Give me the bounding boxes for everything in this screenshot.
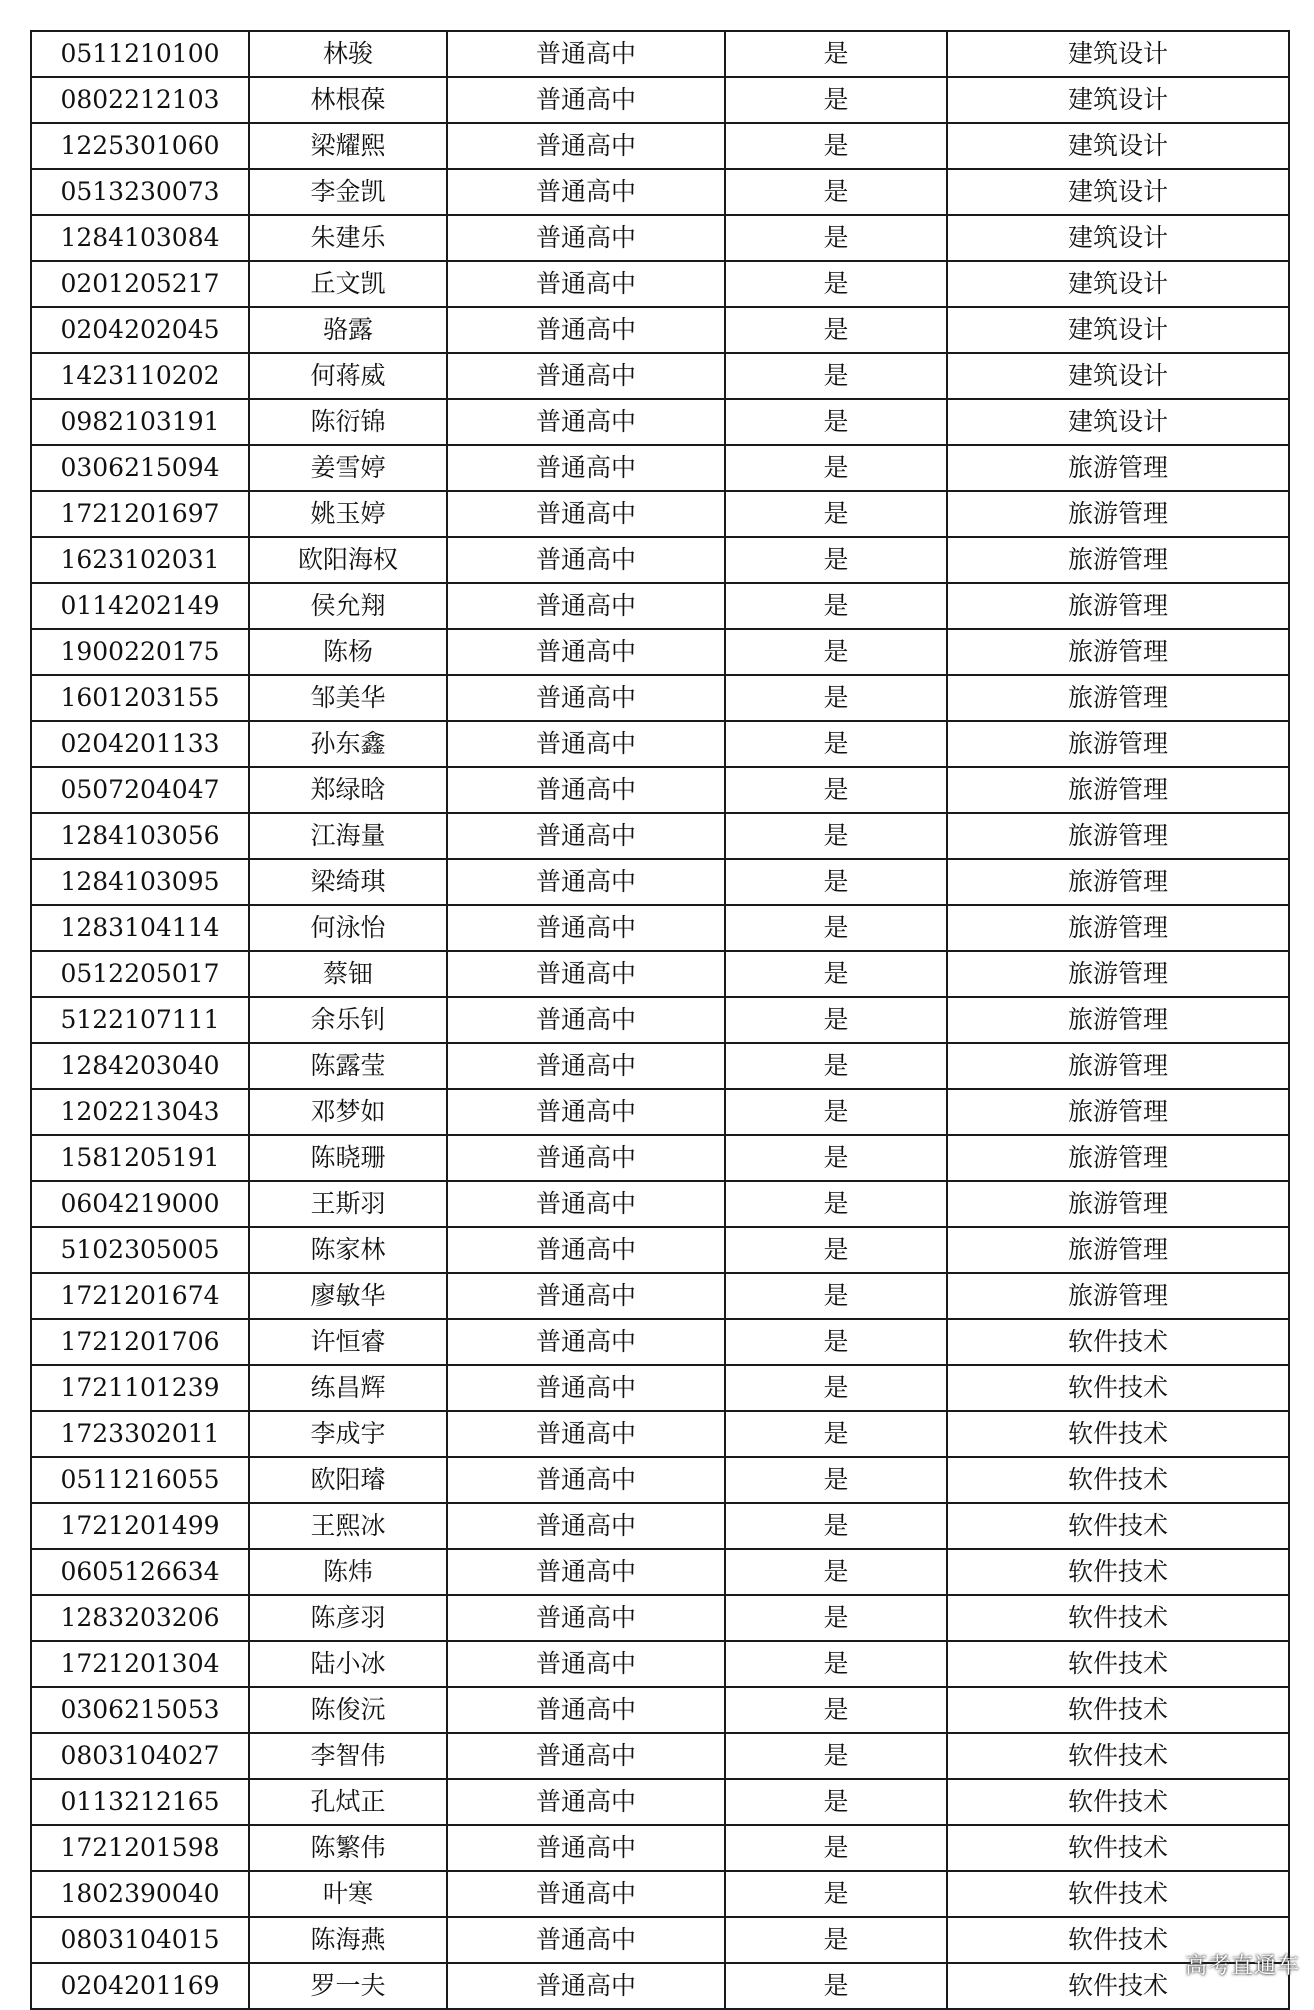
major-cell: 软件技术 [947, 1365, 1289, 1411]
school-type-cell: 普通高中 [447, 77, 725, 123]
candidate-id-cell: 1623102031 [31, 537, 249, 583]
candidate-id-cell: 0201205217 [31, 261, 249, 307]
major-cell: 旅游管理 [947, 721, 1289, 767]
school-type-cell: 普通高中 [447, 997, 725, 1043]
roster-body [31, 31, 1289, 2009]
student-name-cell: 姚玉婷 [249, 491, 447, 537]
confirmed-cell: 是 [725, 31, 947, 77]
table-row [31, 215, 1289, 261]
candidate-id-cell: 1900220175 [31, 629, 249, 675]
school-type-cell: 普通高中 [447, 491, 725, 537]
major-cell: 软件技术 [947, 1825, 1289, 1871]
school-type-cell: 普通高中 [447, 215, 725, 261]
school-type-cell: 普通高中 [447, 1089, 725, 1135]
major-cell: 旅游管理 [947, 1227, 1289, 1273]
candidate-id-cell: 5122107111 [31, 997, 249, 1043]
table-row [31, 1779, 1289, 1825]
school-type-cell: 普通高中 [447, 1043, 725, 1089]
candidate-id-cell: 0306215053 [31, 1687, 249, 1733]
table-row [31, 951, 1289, 997]
confirmed-cell: 是 [725, 1365, 947, 1411]
student-name-cell: 陈彦羽 [249, 1595, 447, 1641]
major-cell: 软件技术 [947, 1963, 1289, 2009]
school-type-cell: 普通高中 [447, 1549, 725, 1595]
school-type-cell: 普通高中 [447, 1733, 725, 1779]
confirmed-cell: 是 [725, 997, 947, 1043]
candidate-id-cell: 1601203155 [31, 675, 249, 721]
confirmed-cell: 是 [725, 1503, 947, 1549]
candidate-id-cell: 0513230073 [31, 169, 249, 215]
student-name-cell: 陆小冰 [249, 1641, 447, 1687]
candidate-id-cell: 0511210100 [31, 31, 249, 77]
student-name-cell: 林根葆 [249, 77, 447, 123]
table-row [31, 1181, 1289, 1227]
table-row [31, 859, 1289, 905]
confirmed-cell: 是 [725, 905, 947, 951]
school-type-cell: 普通高中 [447, 859, 725, 905]
candidate-id-cell: 1721201706 [31, 1319, 249, 1365]
confirmed-cell: 是 [725, 1963, 947, 2009]
student-name-cell: 江海量 [249, 813, 447, 859]
student-name-cell: 梁绮琪 [249, 859, 447, 905]
student-name-cell: 孔烒正 [249, 1779, 447, 1825]
student-name-cell: 梁耀熙 [249, 123, 447, 169]
student-name-cell: 何泳怡 [249, 905, 447, 951]
school-type-cell: 普通高中 [447, 261, 725, 307]
table-row [31, 1687, 1289, 1733]
major-cell: 软件技术 [947, 1595, 1289, 1641]
table-row [31, 491, 1289, 537]
school-type-cell: 普通高中 [447, 1181, 725, 1227]
student-name-cell: 李成宇 [249, 1411, 447, 1457]
table-row [31, 675, 1289, 721]
table-row [31, 1917, 1289, 1963]
confirmed-cell: 是 [725, 537, 947, 583]
candidate-id-cell: 1284203040 [31, 1043, 249, 1089]
school-type-cell: 普通高中 [447, 905, 725, 951]
candidate-id-cell: 1581205191 [31, 1135, 249, 1181]
confirmed-cell: 是 [725, 1273, 947, 1319]
school-type-cell: 普通高中 [447, 1503, 725, 1549]
confirmed-cell: 是 [725, 353, 947, 399]
school-type-cell: 普通高中 [447, 1871, 725, 1917]
table-row [31, 1365, 1289, 1411]
student-name-cell: 罗一夫 [249, 1963, 447, 2009]
student-name-cell: 邹美华 [249, 675, 447, 721]
table-row [31, 1411, 1289, 1457]
student-name-cell: 陈炜 [249, 1549, 447, 1595]
major-cell: 旅游管理 [947, 629, 1289, 675]
candidate-id-cell: 5102305005 [31, 1227, 249, 1273]
table-row [31, 1227, 1289, 1273]
school-type-cell: 普通高中 [447, 721, 725, 767]
candidate-id-cell: 0511216055 [31, 1457, 249, 1503]
major-cell: 建筑设计 [947, 353, 1289, 399]
student-name-cell: 邓梦如 [249, 1089, 447, 1135]
confirmed-cell: 是 [725, 1687, 947, 1733]
candidate-id-cell: 0306215094 [31, 445, 249, 491]
table-row [31, 445, 1289, 491]
table-row [31, 1825, 1289, 1871]
major-cell: 软件技术 [947, 1871, 1289, 1917]
table-row [31, 1273, 1289, 1319]
major-cell: 软件技术 [947, 1411, 1289, 1457]
table-row [31, 353, 1289, 399]
candidate-id-cell: 1721201598 [31, 1825, 249, 1871]
candidate-id-cell: 1721201499 [31, 1503, 249, 1549]
candidate-id-cell: 1721201697 [31, 491, 249, 537]
candidate-id-cell: 0605126634 [31, 1549, 249, 1595]
school-type-cell: 普通高中 [447, 31, 725, 77]
confirmed-cell: 是 [725, 1457, 947, 1503]
candidate-id-cell: 0204201133 [31, 721, 249, 767]
confirmed-cell: 是 [725, 169, 947, 215]
confirmed-cell: 是 [725, 1181, 947, 1227]
student-name-cell: 侯允翔 [249, 583, 447, 629]
student-name-cell: 叶寒 [249, 1871, 447, 1917]
major-cell: 建筑设计 [947, 123, 1289, 169]
major-cell: 旅游管理 [947, 1089, 1289, 1135]
school-type-cell: 普通高中 [447, 353, 725, 399]
candidate-id-cell: 0803104015 [31, 1917, 249, 1963]
major-cell: 软件技术 [947, 1457, 1289, 1503]
student-name-cell: 陈繁伟 [249, 1825, 447, 1871]
major-cell: 旅游管理 [947, 997, 1289, 1043]
major-cell: 旅游管理 [947, 767, 1289, 813]
school-type-cell: 普通高中 [447, 1319, 725, 1365]
student-name-cell: 林骏 [249, 31, 447, 77]
table-row [31, 31, 1289, 77]
student-name-cell: 余乐钊 [249, 997, 447, 1043]
candidate-id-cell: 1283104114 [31, 905, 249, 951]
candidate-id-cell: 0982103191 [31, 399, 249, 445]
school-type-cell: 普通高中 [447, 537, 725, 583]
confirmed-cell: 是 [725, 1319, 947, 1365]
table-row [31, 1963, 1289, 2009]
major-cell: 建筑设计 [947, 215, 1289, 261]
major-cell: 建筑设计 [947, 77, 1289, 123]
candidate-id-cell: 1284103056 [31, 813, 249, 859]
student-name-cell: 丘文凯 [249, 261, 447, 307]
confirmed-cell: 是 [725, 1549, 947, 1595]
school-type-cell: 普通高中 [447, 1687, 725, 1733]
confirmed-cell: 是 [725, 1779, 947, 1825]
major-cell: 软件技术 [947, 1779, 1289, 1825]
school-type-cell: 普通高中 [447, 445, 725, 491]
major-cell: 建筑设计 [947, 307, 1289, 353]
table-row [31, 905, 1289, 951]
school-type-cell: 普通高中 [447, 1595, 725, 1641]
confirmed-cell: 是 [725, 721, 947, 767]
school-type-cell: 普通高中 [447, 951, 725, 997]
confirmed-cell: 是 [725, 675, 947, 721]
major-cell: 软件技术 [947, 1549, 1289, 1595]
student-name-cell: 陈晓珊 [249, 1135, 447, 1181]
table-row [31, 629, 1289, 675]
candidate-id-cell: 1202213043 [31, 1089, 249, 1135]
confirmed-cell: 是 [725, 629, 947, 675]
major-cell: 旅游管理 [947, 1181, 1289, 1227]
admission-roster-table [30, 30, 1290, 2010]
confirmed-cell: 是 [725, 491, 947, 537]
candidate-id-cell: 0113212165 [31, 1779, 249, 1825]
candidate-id-cell: 0512205017 [31, 951, 249, 997]
candidate-id-cell: 1283203206 [31, 1595, 249, 1641]
table-row [31, 1043, 1289, 1089]
major-cell: 软件技术 [947, 1503, 1289, 1549]
major-cell: 软件技术 [947, 1319, 1289, 1365]
school-type-cell: 普通高中 [447, 1411, 725, 1457]
table-row [31, 767, 1289, 813]
table-row [31, 169, 1289, 215]
student-name-cell: 许恒睿 [249, 1319, 447, 1365]
school-type-cell: 普通高中 [447, 675, 725, 721]
student-name-cell: 李智伟 [249, 1733, 447, 1779]
table-row [31, 1595, 1289, 1641]
major-cell: 软件技术 [947, 1733, 1289, 1779]
confirmed-cell: 是 [725, 77, 947, 123]
school-type-cell: 普通高中 [447, 1779, 725, 1825]
school-type-cell: 普通高中 [447, 1365, 725, 1411]
candidate-id-cell: 0507204047 [31, 767, 249, 813]
confirmed-cell: 是 [725, 1227, 947, 1273]
table-row [31, 399, 1289, 445]
table-row [31, 1641, 1289, 1687]
confirmed-cell: 是 [725, 215, 947, 261]
confirmed-cell: 是 [725, 1595, 947, 1641]
student-name-cell: 陈俊沅 [249, 1687, 447, 1733]
student-name-cell: 王熙冰 [249, 1503, 447, 1549]
school-type-cell: 普通高中 [447, 1273, 725, 1319]
school-type-cell: 普通高中 [447, 813, 725, 859]
table-row [31, 1549, 1289, 1595]
candidate-id-cell: 0803104027 [31, 1733, 249, 1779]
major-cell: 旅游管理 [947, 905, 1289, 951]
major-cell: 旅游管理 [947, 445, 1289, 491]
confirmed-cell: 是 [725, 1641, 947, 1687]
major-cell: 旅游管理 [947, 1135, 1289, 1181]
student-name-cell: 骆露 [249, 307, 447, 353]
student-name-cell: 陈杨 [249, 629, 447, 675]
student-name-cell: 廖敏华 [249, 1273, 447, 1319]
table-row [31, 1089, 1289, 1135]
table-row [31, 1457, 1289, 1503]
table-row [31, 1733, 1289, 1779]
candidate-id-cell: 0204202045 [31, 307, 249, 353]
student-name-cell: 练昌辉 [249, 1365, 447, 1411]
school-type-cell: 普通高中 [447, 1825, 725, 1871]
major-cell: 旅游管理 [947, 583, 1289, 629]
candidate-id-cell: 1721201304 [31, 1641, 249, 1687]
table-row [31, 1871, 1289, 1917]
school-type-cell: 普通高中 [447, 767, 725, 813]
confirmed-cell: 是 [725, 767, 947, 813]
school-type-cell: 普通高中 [447, 1917, 725, 1963]
confirmed-cell: 是 [725, 1825, 947, 1871]
confirmed-cell: 是 [725, 445, 947, 491]
watermark-text: 高考直通车 [1184, 1954, 1300, 1979]
confirmed-cell: 是 [725, 813, 947, 859]
confirmed-cell: 是 [725, 1733, 947, 1779]
school-type-cell: 普通高中 [447, 1641, 725, 1687]
table-row [31, 1319, 1289, 1365]
table-row [31, 1135, 1289, 1181]
table-row [31, 721, 1289, 767]
confirmed-cell: 是 [725, 951, 947, 997]
major-cell: 软件技术 [947, 1687, 1289, 1733]
student-name-cell: 陈衍锦 [249, 399, 447, 445]
candidate-id-cell: 0114202149 [31, 583, 249, 629]
major-cell: 旅游管理 [947, 813, 1289, 859]
school-type-cell: 普通高中 [447, 399, 725, 445]
student-name-cell: 姜雪婷 [249, 445, 447, 491]
school-type-cell: 普通高中 [447, 1457, 725, 1503]
major-cell: 旅游管理 [947, 491, 1289, 537]
confirmed-cell: 是 [725, 859, 947, 905]
confirmed-cell: 是 [725, 307, 947, 353]
major-cell: 软件技术 [947, 1641, 1289, 1687]
major-cell: 软件技术 [947, 1917, 1289, 1963]
school-type-cell: 普通高中 [447, 1135, 725, 1181]
student-name-cell: 蔡钿 [249, 951, 447, 997]
student-name-cell: 王斯羽 [249, 1181, 447, 1227]
student-name-cell: 郑绿晗 [249, 767, 447, 813]
confirmed-cell: 是 [725, 1871, 947, 1917]
candidate-id-cell: 1284103084 [31, 215, 249, 261]
table-row [31, 123, 1289, 169]
candidate-id-cell: 1802390040 [31, 1871, 249, 1917]
table-row [31, 537, 1289, 583]
confirmed-cell: 是 [725, 1917, 947, 1963]
student-name-cell: 欧阳璿 [249, 1457, 447, 1503]
major-cell: 旅游管理 [947, 1273, 1289, 1319]
table-row [31, 997, 1289, 1043]
table-row [31, 261, 1289, 307]
candidate-id-cell: 1284103095 [31, 859, 249, 905]
candidate-id-cell: 1721101239 [31, 1365, 249, 1411]
student-name-cell: 陈海燕 [249, 1917, 447, 1963]
candidate-id-cell: 0204201169 [31, 1963, 249, 2009]
candidate-id-cell: 0802212103 [31, 77, 249, 123]
table-row [31, 583, 1289, 629]
student-name-cell: 陈家林 [249, 1227, 447, 1273]
school-type-cell: 普通高中 [447, 123, 725, 169]
major-cell: 建筑设计 [947, 261, 1289, 307]
student-name-cell: 孙东鑫 [249, 721, 447, 767]
table-row [31, 307, 1289, 353]
candidate-id-cell: 1225301060 [31, 123, 249, 169]
school-type-cell: 普通高中 [447, 307, 725, 353]
candidate-id-cell: 1721201674 [31, 1273, 249, 1319]
school-type-cell: 普通高中 [447, 629, 725, 675]
major-cell: 建筑设计 [947, 169, 1289, 215]
major-cell: 建筑设计 [947, 31, 1289, 77]
major-cell: 建筑设计 [947, 399, 1289, 445]
school-type-cell: 普通高中 [447, 1963, 725, 2009]
confirmed-cell: 是 [725, 1089, 947, 1135]
school-type-cell: 普通高中 [447, 169, 725, 215]
confirmed-cell: 是 [725, 123, 947, 169]
major-cell: 旅游管理 [947, 675, 1289, 721]
student-name-cell: 何蒋威 [249, 353, 447, 399]
confirmed-cell: 是 [725, 583, 947, 629]
confirmed-cell: 是 [725, 1043, 947, 1089]
major-cell: 旅游管理 [947, 537, 1289, 583]
candidate-id-cell: 1423110202 [31, 353, 249, 399]
candidate-id-cell: 0604219000 [31, 1181, 249, 1227]
student-name-cell: 朱建乐 [249, 215, 447, 261]
major-cell: 旅游管理 [947, 859, 1289, 905]
table-row [31, 77, 1289, 123]
confirmed-cell: 是 [725, 261, 947, 307]
school-type-cell: 普通高中 [447, 583, 725, 629]
confirmed-cell: 是 [725, 399, 947, 445]
student-name-cell: 陈露莹 [249, 1043, 447, 1089]
student-name-cell: 欧阳海权 [249, 537, 447, 583]
candidate-id-cell: 1723302011 [31, 1411, 249, 1457]
major-cell: 旅游管理 [947, 951, 1289, 997]
confirmed-cell: 是 [725, 1411, 947, 1457]
school-type-cell: 普通高中 [447, 1227, 725, 1273]
confirmed-cell: 是 [725, 1135, 947, 1181]
table-row [31, 1503, 1289, 1549]
major-cell: 旅游管理 [947, 1043, 1289, 1089]
table-row [31, 813, 1289, 859]
student-name-cell: 李金凯 [249, 169, 447, 215]
